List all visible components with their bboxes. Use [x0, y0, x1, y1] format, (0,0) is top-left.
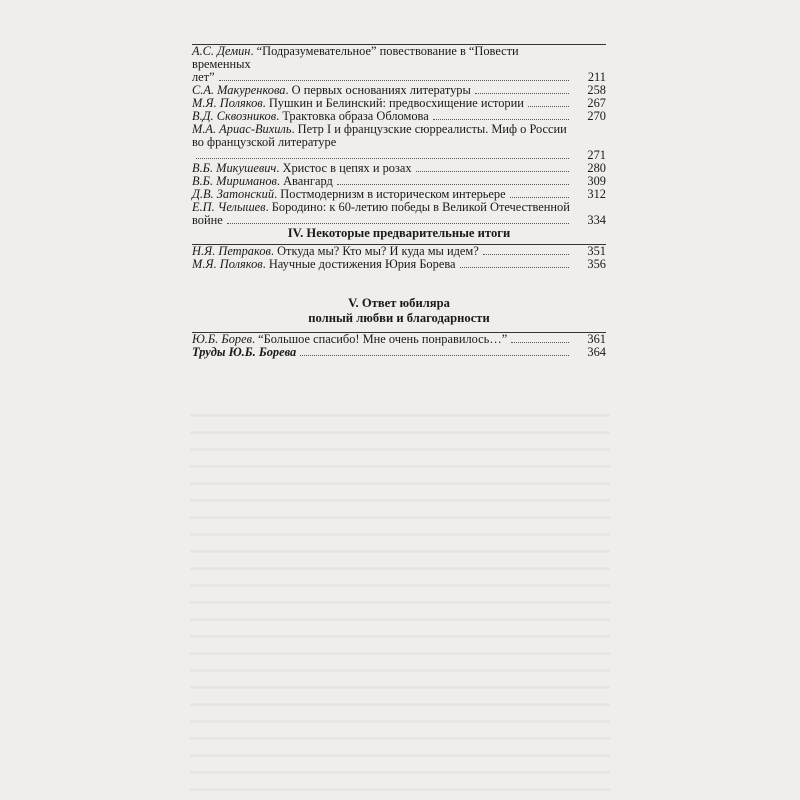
entry-page: 364	[587, 345, 606, 359]
entry-title: . Пушкин и Белинский: предвосхищение истории	[262, 96, 524, 110]
toc-entry[interactable]	[192, 45, 606, 84]
entry-title: . “Подразумевательное” повествование в “Повести временных	[192, 44, 519, 71]
entry-author: А.С. Демин	[192, 44, 251, 58]
toc-section-iv	[192, 244, 606, 271]
toc-entry[interactable]	[192, 258, 606, 271]
entry-author: С.А. Макуренкова	[192, 83, 286, 97]
entry-author: В.Д. Сквозников	[192, 109, 277, 123]
entry-title: . Трактовка образа Обломова	[276, 109, 429, 123]
entry-author: М.Я. Поляков	[192, 96, 263, 110]
entry-page: 258	[587, 83, 606, 97]
entry-page: 361	[587, 332, 606, 346]
entry-author: В.Б. Мириманов	[192, 174, 277, 188]
entry-page: 211	[587, 70, 606, 84]
entry-page: 280	[587, 161, 606, 175]
entry-title: . О первых основаниях литературы	[285, 83, 471, 97]
entry-title: . Постмодернизм в историческом интерьере	[274, 187, 506, 201]
entry-author: М.Я. Поляков	[192, 257, 263, 271]
entry-page: 309	[587, 174, 606, 188]
entry-author: Е.П. Челышев	[192, 200, 266, 214]
entry-page: 351	[587, 244, 606, 258]
entry-title-cont: войне	[192, 213, 223, 227]
entry-title: . Христос в цепях и розах	[276, 161, 412, 175]
entry-page: 267	[587, 96, 606, 110]
entry-page: 271	[587, 148, 606, 162]
section-heading-v: V. Ответ юбиляра	[348, 296, 450, 310]
entry-title: . Научные достижения Юрия Борева	[262, 257, 456, 271]
entry-title: . Авангард	[276, 174, 333, 188]
entry-page: 356	[587, 257, 606, 271]
bleed-through-text	[190, 400, 610, 800]
section-heading-iv: IV. Некоторые предварительные итоги	[287, 226, 511, 240]
section-heading-v-sub: полный любви и благодарности	[308, 311, 490, 325]
entry-author: Ю.Б. Борев	[192, 332, 252, 346]
toc-entry[interactable]	[192, 201, 606, 227]
toc-section-v	[192, 332, 606, 359]
toc-section-continued	[192, 44, 606, 227]
entry-title: . Петр I и французские сюрреалисты. Миф о России	[291, 122, 567, 136]
entry-page: 334	[587, 213, 606, 227]
entry-title-cont: во французской литературе	[192, 135, 337, 149]
entry-title-cont: лет”	[192, 70, 215, 84]
entry-author: М.А. Ариас-Вихиль	[192, 122, 292, 136]
toc-entry[interactable]	[192, 123, 606, 162]
entry-author: Н.Я. Петраков	[192, 244, 271, 258]
entry-author: В.Б. Микушевич	[192, 161, 277, 175]
entry-title: Труды Ю.Б. Борева	[192, 345, 297, 359]
entry-title: . “Большое спасибо! Мне очень понравилось…”	[251, 332, 508, 346]
entry-author: Д.В. Затонский	[192, 187, 275, 201]
entry-page: 270	[587, 109, 606, 123]
entry-title: . Бородино: к 60-летию победы в Великой Отечественной	[265, 200, 570, 214]
entry-title: . Откуда мы? Кто мы? И куда мы идем?	[270, 244, 479, 258]
entry-page: 312	[587, 187, 606, 201]
toc-entry[interactable]	[192, 346, 606, 359]
